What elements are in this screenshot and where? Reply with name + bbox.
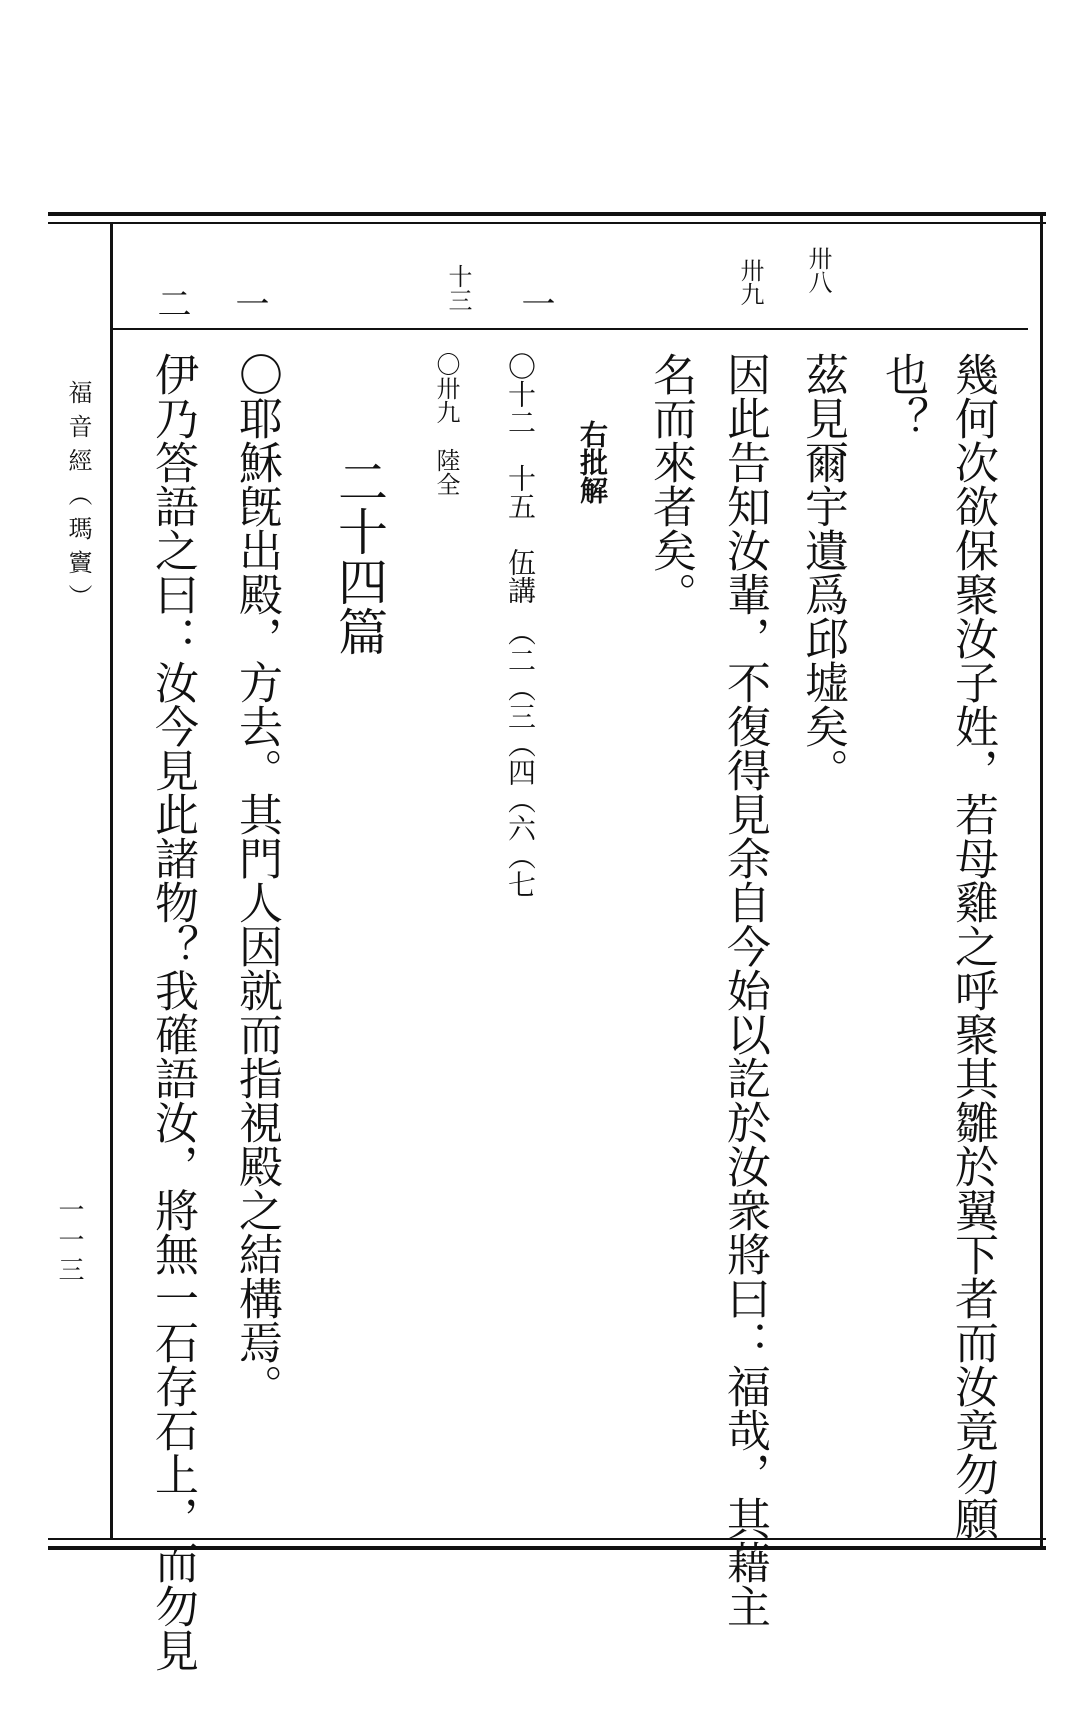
header-ref-38: 卅八	[804, 246, 832, 294]
text-column-7: 伊乃答語之曰：汝今見此諸物？我確語汝，將無一石存石上，而勿見	[147, 352, 198, 1672]
text-column-2: 也？	[877, 352, 928, 440]
top-border-thick	[48, 212, 1046, 216]
text-column-1: 幾何次欲保聚汝子姓，若母雞之呼聚其雛於翼下者而汝竟勿願	[947, 352, 998, 1540]
header-rule	[113, 328, 1028, 330]
text-column-5: 名而來者矣。	[645, 352, 696, 616]
right-border	[1040, 216, 1043, 1546]
page-number: 一一三	[54, 1196, 84, 1286]
text-column-6: 〇耶穌旣出殿，方去。其門人因就而指視殿之結構焉。	[231, 352, 282, 1408]
book-title: 福音經（瑪竇）	[64, 380, 92, 618]
top-border-thin	[48, 222, 1046, 224]
chapter-title: 二十四篇	[330, 456, 388, 656]
header-ref-1b: 一	[229, 286, 269, 320]
text-column-3: 茲見爾宇遺爲邱墟矣。	[797, 352, 848, 792]
text-column-4: 因此告知汝輩，不復得見余自今始以訖於汝衆將曰：福哉，其藉主	[719, 352, 770, 1628]
header-ref-2: 二	[151, 286, 191, 320]
left-border	[110, 224, 113, 1538]
header-ref-13: 十三	[444, 264, 472, 312]
reference-column-1: 〇十二 十五 伍講 （二（三（四（六（七	[504, 352, 537, 898]
header-ref-39: 卅九	[736, 258, 764, 306]
header-ref-1a: 一	[515, 286, 555, 320]
section-heading: 右批解	[576, 420, 609, 504]
reference-column-2: 〇卅九 陸全	[432, 352, 460, 496]
